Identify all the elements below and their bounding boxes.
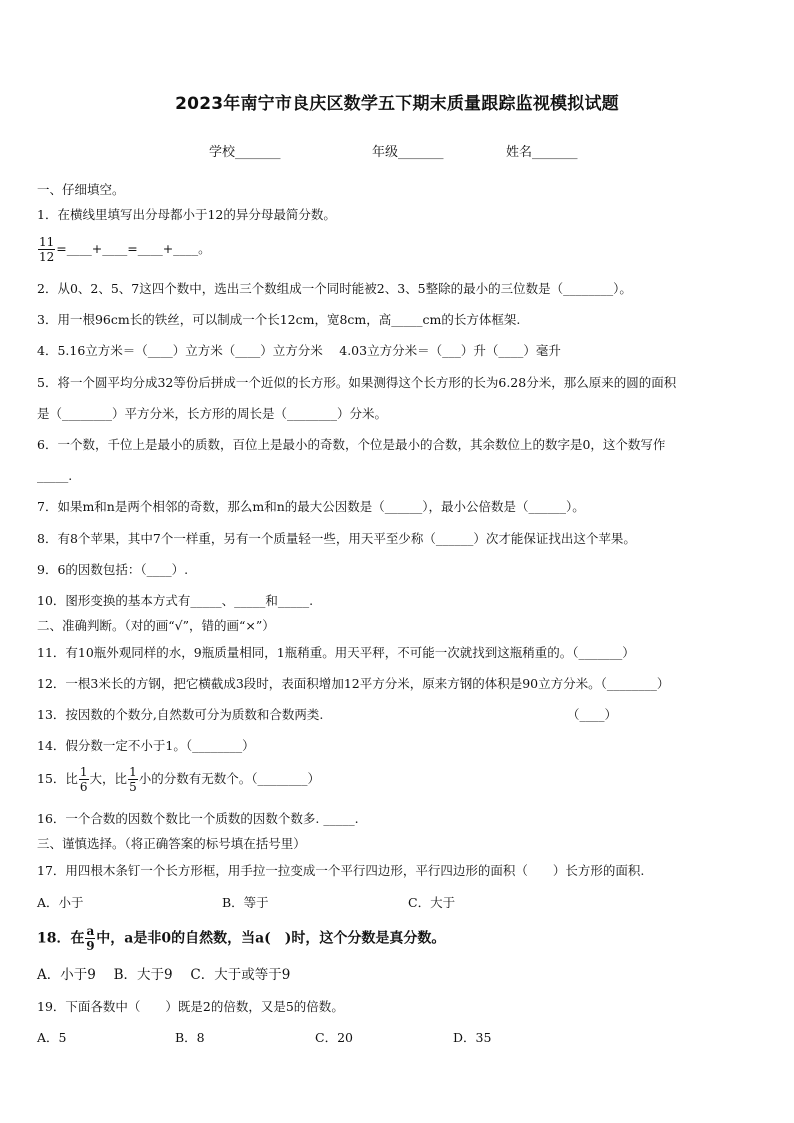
question-15 [37, 766, 320, 793]
question-13-blank: （____） [567, 707, 618, 722]
school-field[interactable]: 学校_______ [209, 145, 281, 160]
question-13: 13．按因数的个数分,自然数可分为质数和合数两类. [37, 707, 324, 722]
question-18 [37, 925, 445, 952]
question-19-option-a: A．5 [37, 1030, 67, 1045]
fraction [85, 925, 95, 952]
name-field[interactable]: 姓名_______ [506, 145, 578, 160]
question-9: 9．6的因数包括：（____）. [37, 562, 189, 577]
question-12: 12．一根3米长的方钢，把它横截成3段时，表面积增加12平方分米，原来方钢的体积是90立方分米。（________） [37, 676, 670, 691]
fraction-numerator: 11 [39, 235, 55, 249]
question-8: 8．有8个苹果，其中7个一样重，另有一个质量轻一些，用天平至少称（______）次才能保证找出这个苹果。 [37, 531, 636, 546]
fraction-denominator: 6 [79, 780, 88, 794]
question-18-text-b: 中，a是非0的自然数，当a( )时，这个分数是真分数。 [96, 930, 446, 947]
question-1-formula [37, 236, 211, 263]
question-17-option-b: B．等于 [222, 895, 269, 910]
question-17-option-a: A．小于 [37, 895, 84, 910]
question-15-text-b: 大，比 [89, 771, 128, 786]
fraction-denominator: 5 [129, 780, 137, 794]
fraction-numerator: a [86, 924, 95, 938]
question-3: 3．用一根96cm长的铁丝，可以制成一个长12cm，宽8cm，高_____cm的长方体框架. [37, 312, 521, 327]
question-15-text-c: 小的分数有无数个。（________） [138, 771, 320, 786]
question-4: 4．5.16立方米＝（____）立方米（____）立方分米 4.03立方分米＝（___）升（____）毫升 [37, 343, 561, 358]
question-5-line-2: 是（________）平方分米，长方形的周长是（________）分米。 [37, 406, 388, 421]
question-11: 11．有10瓶外观同样的水，9瓶质量相同，1瓶稍重。用天平秤，不可能一次就找到这瓶稍重的。（_______） [37, 645, 635, 660]
question-18-text-a: 18．在 [37, 930, 85, 947]
question-17-option-c: C．大于 [408, 895, 456, 910]
question-17: 17．用四根木条钉一个长方形框，用手拉一拉变成一个平行四边形，平行四边形的面积（ ）长方形的面积. [37, 863, 645, 878]
question-15-text-a: 15．比 [37, 771, 78, 786]
question-5-line-1: 5．将一个圆平均分成32等份后拼成一个近似的长方形。如果测得这个长方形的长为6.28分米，那么原来的圆的面积 [37, 375, 677, 390]
question-7: 7．如果m和n是两个相邻的奇数，那么m和n的最大公因数是（______），最小公倍数是（______）。 [37, 499, 585, 514]
fraction-numerator: 1 [129, 765, 137, 779]
question-6-line-1: 6．一个数，千位上是最小的质数，百位上是最小的奇数，个位是最小的合数，其余数位上的数字是0，这个数写作 [37, 437, 666, 452]
fraction [38, 236, 55, 263]
section-3-heading: 三、谨慎选择。（将正确答案的标号填在括号里） [37, 836, 306, 851]
question-6-line-2: _____. [37, 468, 73, 483]
section-2-heading: 二、准确判断。（对的画“√”，错的画“×”） [37, 618, 275, 633]
fraction [128, 766, 138, 793]
question-19: 19．下面各数中（ ）既是2的倍数，又是5的倍数。 [37, 999, 344, 1014]
page-title: 2023年南宁市良庆区数学五下期末质量跟踪监视模拟试题 [175, 94, 619, 114]
question-1: 1．在横线里填写出分母都小于12的异分母最简分数。 [37, 207, 336, 222]
question-16: 16．一个合数的因数个数比一个质数的因数个数多. _____. [37, 811, 359, 826]
grade-field[interactable]: 年级_______ [372, 145, 444, 160]
section-1-heading: 一、仔细填空。 [37, 182, 125, 197]
question-10: 10．图形变换的基本方式有_____、_____和_____. [37, 593, 314, 608]
fraction [79, 766, 89, 793]
question-19-option-b: B．8 [175, 1030, 205, 1045]
fraction-denominator: 12 [39, 250, 55, 264]
question-1-blanks: =____+____=____+____。 [56, 241, 211, 256]
question-18-options: A．小于9 B．大于9 C．大于或等于9 [37, 967, 291, 983]
fraction-denominator: 9 [86, 939, 95, 953]
question-14: 14．假分数一定不小于1。（________） [37, 738, 255, 753]
question-19-option-d: D．35 [453, 1030, 492, 1045]
fraction-numerator: 1 [79, 765, 88, 779]
question-19-option-c: C．20 [315, 1030, 353, 1045]
question-2: 2．从0、2、5、7这四个数中，选出三个数组成一个同时能被2、3、5整除的最小的三位数是（________）。 [37, 281, 632, 296]
